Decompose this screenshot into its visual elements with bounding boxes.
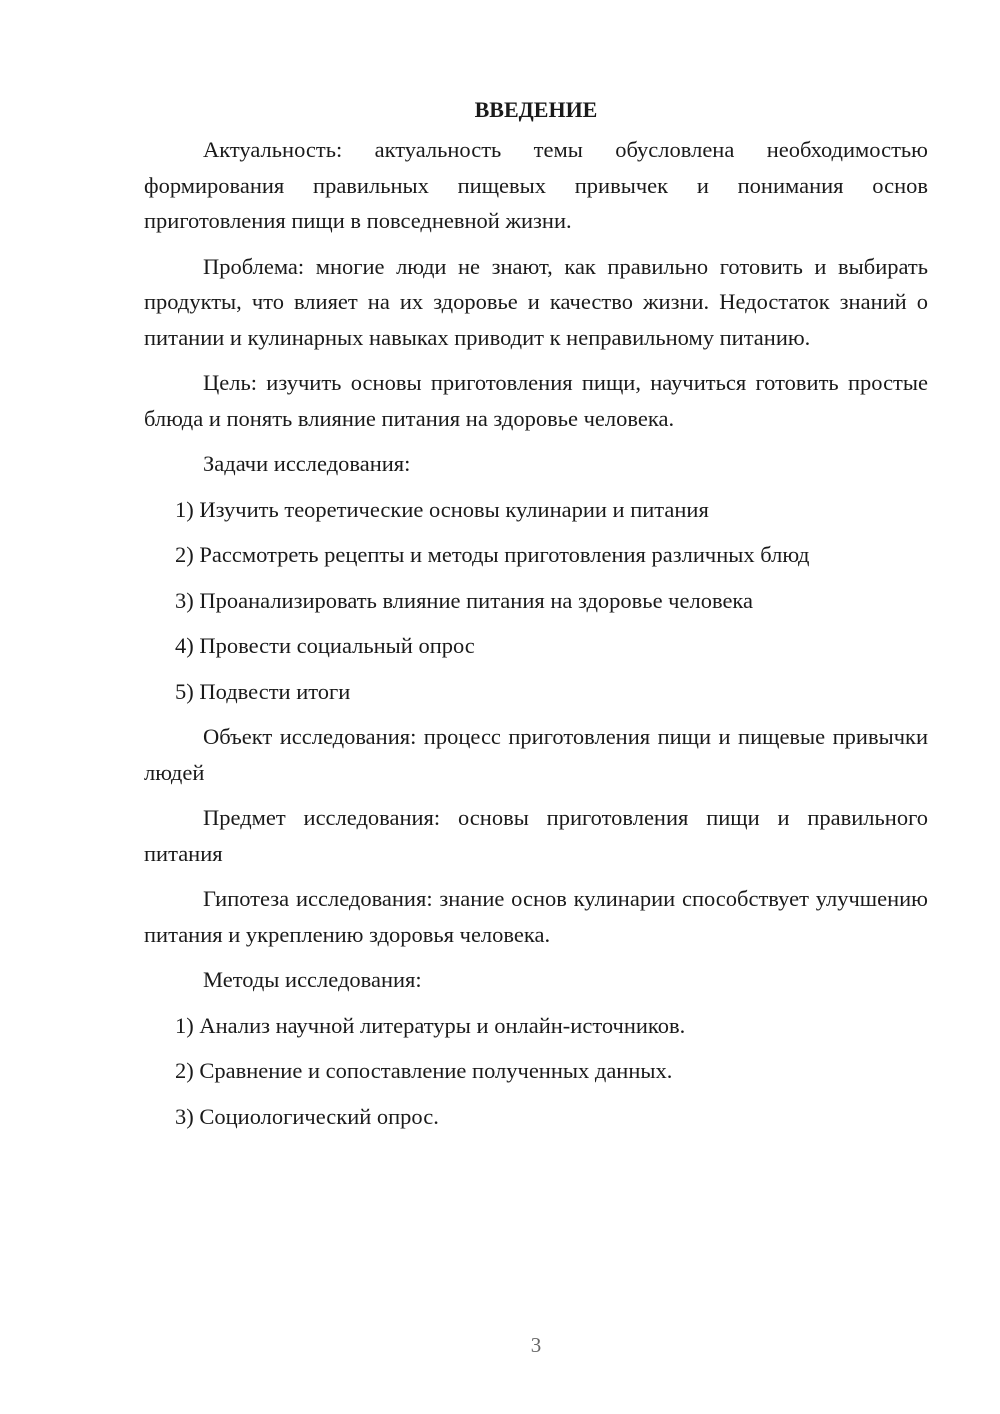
page-title: ВВЕДЕНИЕ <box>474 97 598 122</box>
paragraph-subject: Предмет исследования: основы приготовления пищи и правильного питания <box>144 805 928 866</box>
list-item: 1) Изучить теоретические основы кулинарии и питания <box>175 496 709 522</box>
list-item: 1) Анализ научной литературы и онлайн-источников. <box>175 1012 686 1038</box>
page-content <box>144 92 928 1144</box>
list-item: 4) Провести социальный опрос <box>175 633 475 658</box>
tasks-heading: Задачи исследования: <box>203 451 411 476</box>
paragraph-goal: Цель: изучить основы приготовления пищи, научиться готовить простые блюда и понять влияние питания на здоровье человека. <box>144 370 928 431</box>
paragraph-relevance: Актуальность: актуальность темы обусловлена необходимостью формирования правильных пищевых привычек и понимания основ приготовления пищи в повседневной жизни. <box>144 137 928 233</box>
list-item: 3) Проанализировать влияние питания на здоровье человека <box>175 587 754 613</box>
list-item: 5) Подвести итоги <box>175 678 351 704</box>
paragraph-hypothesis: Гипотеза исследования: знание основ кулинарии способствует улучшению питания и укреплению здоровья человека. <box>144 886 928 947</box>
list-item: 3) Социологический опрос. <box>175 1103 439 1129</box>
paragraph-object: Объект исследования: процесс приготовления пищи и пищевые привычки людей <box>144 724 928 785</box>
list-item: 2) Рассмотреть рецепты и методы приготовления различных блюд <box>175 542 810 567</box>
methods-heading: Методы исследования: <box>203 967 422 992</box>
list-item: 2) Сравнение и сопоставление полученных данных. <box>175 1058 673 1083</box>
tasks-list <box>144 492 928 710</box>
page-number: 3 <box>530 1333 542 1357</box>
paragraph-problem: Проблема: многие люди не знают, как правильно готовить и выбирать продукты, что влияет на их здоровье и качество жизни. Недостаток знаний о питании и кулинарных навыках приводит к неправильному питанию. <box>144 253 928 350</box>
methods-list <box>144 1008 928 1135</box>
